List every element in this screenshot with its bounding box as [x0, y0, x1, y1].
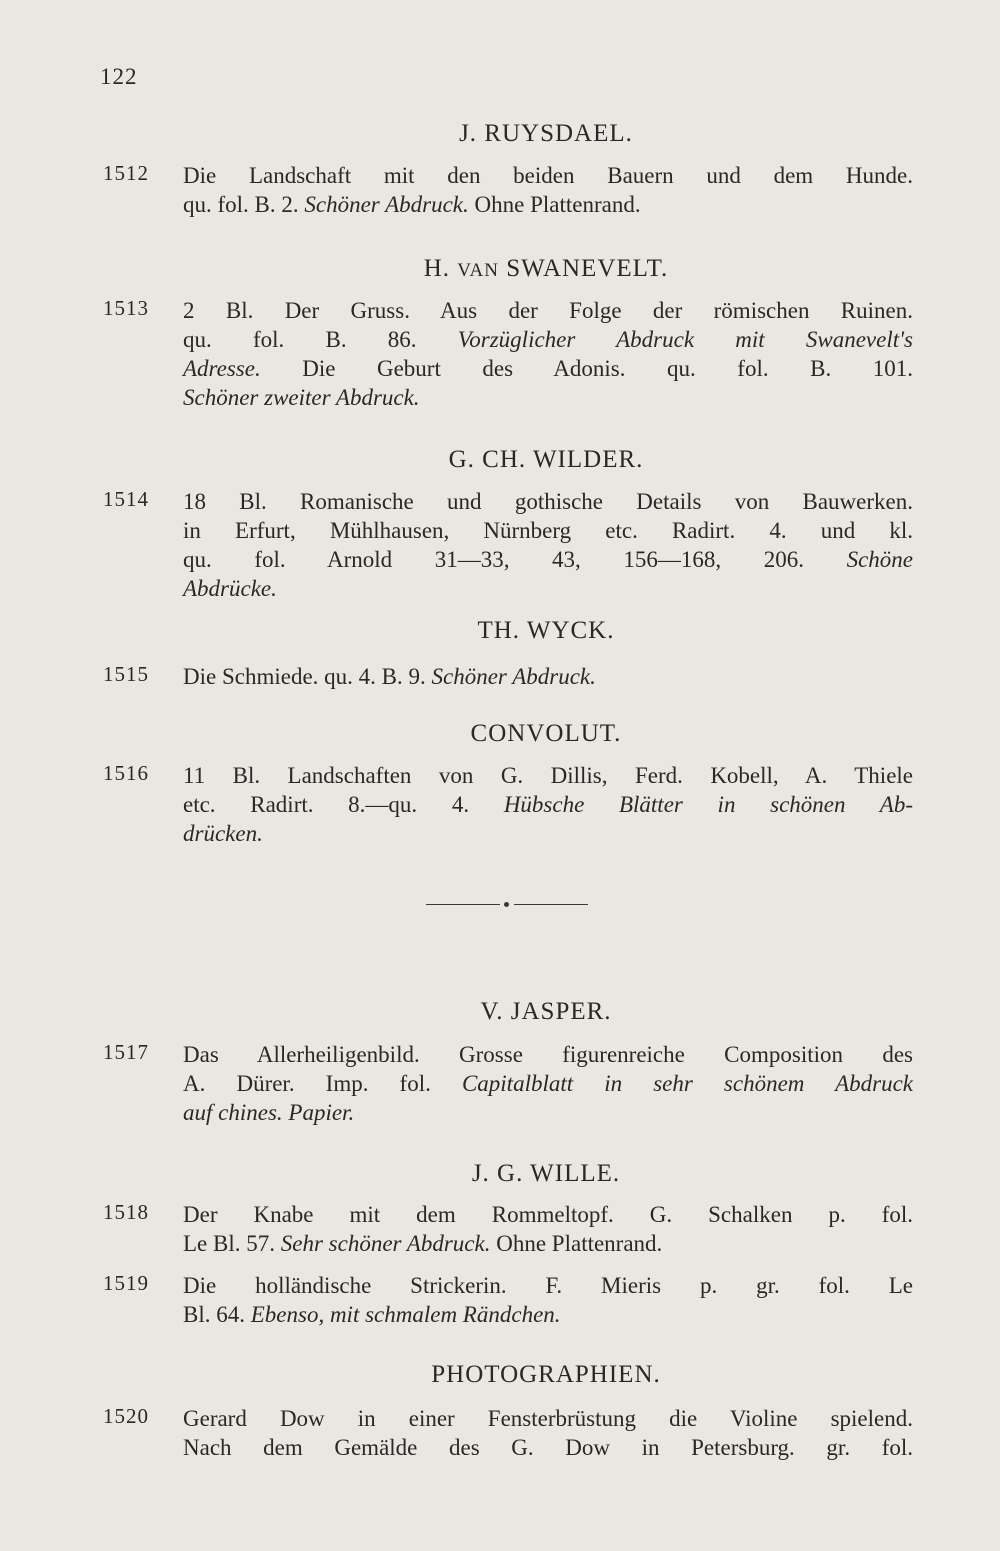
entry-line: drücken.	[183, 821, 263, 846]
entry-text	[183, 662, 913, 691]
entry-text	[183, 1200, 913, 1258]
section-heading-wilder: G. CH. WILDER.	[448, 446, 644, 473]
entry-number: 1515	[103, 662, 149, 686]
entry-number: 1513	[103, 296, 149, 320]
page-number: 122	[100, 64, 138, 89]
entry-text	[183, 487, 913, 603]
entry-line: qu. fol. B. 2. Schöner Abdruck. Ohne Plattenrand.	[183, 192, 641, 217]
entry-text	[183, 761, 913, 848]
entry-line: Das Allerheiligenbild. Grosse figurenreiche Composition des	[183, 1042, 913, 1067]
entry-text	[183, 1040, 913, 1127]
entry-number: 1519	[103, 1271, 149, 1295]
entry-line: 11 Bl. Landschaften von G. Dillis, Ferd. Kobell, A. Thiele	[183, 763, 913, 788]
entry-line: Der Knabe mit dem Rommeltopf. G. Schalken p. fol.	[183, 1202, 913, 1227]
entry-number: 1518	[103, 1200, 149, 1224]
ornamental-divider	[426, 904, 588, 906]
section-heading-wille: J. G. WILLE.	[471, 1160, 621, 1187]
entry-number: 1520	[103, 1404, 149, 1428]
entry-line: Die Schmiede. qu. 4. B. 9. Schöner Abdruck.	[183, 664, 596, 689]
section-heading-swanevelt: H. VAN SWANEVELT.	[423, 255, 669, 282]
entry-line: Die holländische Strickerin. F. Mieris p. gr. fol. Le	[183, 1273, 913, 1298]
entry-text	[183, 161, 913, 219]
entry-line: auf chines. Papier.	[183, 1100, 355, 1125]
entry-line: qu. fol. Arnold 31—33, 43, 156—168, 206. Schöne	[183, 547, 913, 572]
entry-line: etc. Radirt. 8.—qu. 4. Hübsche Blätter in schönen Ab-	[183, 792, 913, 817]
entry-line: qu. fol. B. 86. Vorzüglicher Abdruck mit Swanevelt's	[183, 327, 914, 352]
section-heading-wyck: TH. WYCK.	[477, 617, 615, 644]
entry-line: Gerard Dow in einer Fensterbrüstung die Violine spielend.	[183, 1406, 913, 1431]
entry-line: Schöner zweiter Abdruck.	[183, 385, 420, 410]
entry-line: 18 Bl. Romanische und gothische Details von Bauwerken.	[183, 489, 913, 514]
entry-number: 1514	[103, 487, 149, 511]
entry-line: Abdrücke.	[183, 576, 277, 601]
entry-line: Die Landschaft mit den beiden Bauern und dem Hunde.	[183, 163, 913, 188]
section-heading-convolut: CONVOLUT.	[470, 720, 622, 747]
section-heading-ruysdael: J. RUYSDAEL.	[459, 120, 633, 147]
entry-number: 1512	[103, 161, 149, 185]
entry-line: A. Dürer. Imp. fol. Capitalblatt in sehr schönem Abdruck	[183, 1071, 913, 1096]
entry-text	[183, 296, 913, 412]
entry-line: Adresse. Die Geburt des Adonis. qu. fol. B. 101.	[183, 356, 913, 381]
entry-line: 2 Bl. Der Gruss. Aus der Folge der römischen Ruinen.	[183, 298, 913, 323]
section-heading-jasper: V. JASPER.	[480, 998, 612, 1025]
entry-line: Bl. 64. Ebenso, mit schmalem Rändchen.	[183, 1302, 561, 1327]
entry-line: Nach dem Gemälde des G. Dow in Petersburg. gr. fol.	[183, 1435, 913, 1460]
entry-number: 1517	[103, 1040, 149, 1064]
entry-line: in Erfurt, Mühlhausen, Nürnberg etc. Radirt. 4. und kl.	[183, 518, 913, 543]
entry-text	[183, 1271, 913, 1329]
entry-number: 1516	[103, 761, 149, 785]
section-heading-photographien: PHOTOGRAPHIEN.	[431, 1361, 661, 1388]
entry-line: Le Bl. 57. Sehr schöner Abdruck. Ohne Plattenrand.	[183, 1231, 663, 1256]
entry-text	[183, 1404, 913, 1462]
